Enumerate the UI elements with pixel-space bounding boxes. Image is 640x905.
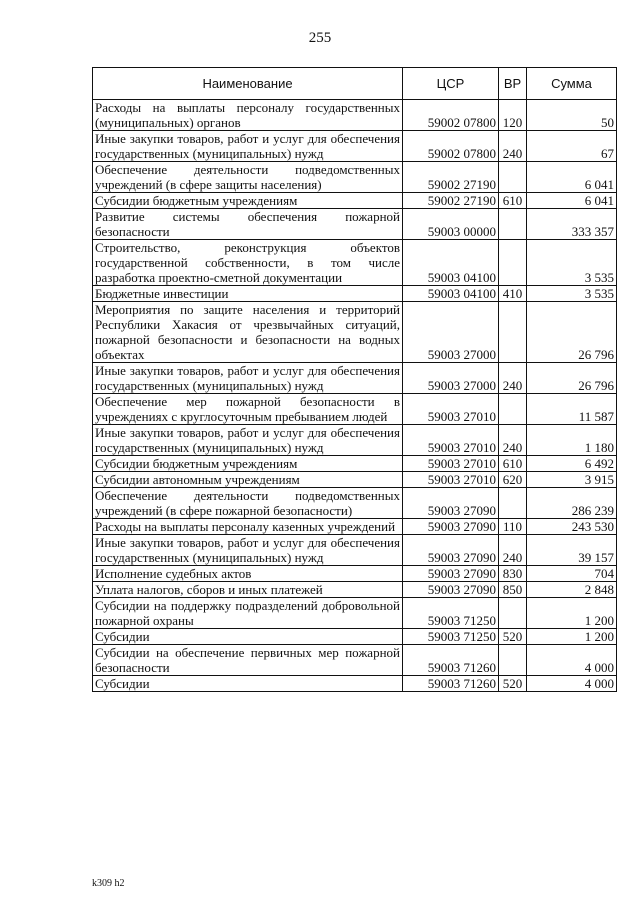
table-row <box>93 162 617 193</box>
cell-vr: 610 <box>499 456 527 472</box>
cell-vr <box>499 302 527 363</box>
cell-csr: 59003 04100 <box>403 240 499 286</box>
table-row <box>93 582 617 598</box>
cell-sum: 704 <box>527 566 617 582</box>
table-row <box>93 456 617 472</box>
cell-vr <box>499 598 527 629</box>
cell-sum: 4 000 <box>527 645 617 676</box>
table-row <box>93 363 617 394</box>
cell-sum: 3 535 <box>527 286 617 302</box>
table-row <box>93 472 617 488</box>
cell-csr: 59002 07800 <box>403 131 499 162</box>
cell-csr: 59003 27090 <box>403 519 499 535</box>
cell-csr: 59003 04100 <box>403 286 499 302</box>
cell-sum: 6 492 <box>527 456 617 472</box>
cell-vr: 520 <box>499 676 527 692</box>
cell-name: Обеспечение деятельности подведомственных учреждений (в сфере защиты населения) <box>93 162 403 193</box>
table-row <box>93 131 617 162</box>
cell-vr: 850 <box>499 582 527 598</box>
cell-csr: 59003 27090 <box>403 582 499 598</box>
cell-vr <box>499 394 527 425</box>
cell-vr <box>499 209 527 240</box>
cell-name: Обеспечение деятельности подведомственных учреждений (в сфере пожарной безопасности) <box>93 488 403 519</box>
table-row <box>93 240 617 286</box>
table-row <box>93 488 617 519</box>
cell-name: Иные закупки товаров, работ и услуг для обеспечения государственных (муниципальных) нужд <box>93 131 403 162</box>
cell-csr: 59003 71260 <box>403 676 499 692</box>
page-number: 255 <box>308 30 332 46</box>
cell-sum: 243 530 <box>527 519 617 535</box>
cell-csr: 59003 27000 <box>403 302 499 363</box>
cell-csr: 59003 27090 <box>403 488 499 519</box>
cell-csr: 59003 71250 <box>403 598 499 629</box>
header-csr: ЦСР <box>403 68 499 100</box>
cell-sum: 26 796 <box>527 363 617 394</box>
cell-csr: 59003 00000 <box>403 209 499 240</box>
header-name: Наименование <box>93 68 403 100</box>
cell-sum: 11 587 <box>527 394 617 425</box>
cell-sum: 3 535 <box>527 240 617 286</box>
cell-sum: 1 180 <box>527 425 617 456</box>
cell-sum: 4 000 <box>527 676 617 692</box>
table-row <box>93 676 617 692</box>
cell-name: Строительство, реконструкция объектов государственной собственности, в том числе разработка проектно-сметной документации <box>93 240 403 286</box>
cell-csr: 59003 27010 <box>403 425 499 456</box>
cell-name: Иные закупки товаров, работ и услуг для обеспечения государственных (муниципальных) нужд <box>93 363 403 394</box>
cell-vr: 620 <box>499 472 527 488</box>
table-row <box>93 286 617 302</box>
table-header-row <box>93 68 617 100</box>
cell-vr: 240 <box>499 131 527 162</box>
cell-sum: 333 357 <box>527 209 617 240</box>
cell-name: Субсидии <box>93 676 403 692</box>
table-row <box>93 193 617 209</box>
cell-sum: 50 <box>527 100 617 131</box>
cell-name: Уплата налогов, сборов и иных платежей <box>93 582 403 598</box>
cell-csr: 59003 27090 <box>403 535 499 566</box>
table-row <box>93 394 617 425</box>
cell-name: Исполнение судебных актов <box>93 566 403 582</box>
cell-csr: 59003 27010 <box>403 472 499 488</box>
table-row <box>93 598 617 629</box>
cell-sum: 6 041 <box>527 193 617 209</box>
cell-sum: 6 041 <box>527 162 617 193</box>
cell-vr: 120 <box>499 100 527 131</box>
cell-name: Субсидии на обеспечение первичных мер пожарной безопасности <box>93 645 403 676</box>
cell-name: Бюджетные инвестиции <box>93 286 403 302</box>
cell-sum: 1 200 <box>527 629 617 645</box>
cell-vr: 610 <box>499 193 527 209</box>
cell-vr: 240 <box>499 425 527 456</box>
cell-sum: 1 200 <box>527 598 617 629</box>
cell-name: Мероприятия по защите населения и территорий Республики Хакасия от чрезвычайных ситуаций, пожарной безопасности и безопасности на водных объектах <box>93 302 403 363</box>
cell-vr <box>499 645 527 676</box>
cell-csr: 59003 27010 <box>403 456 499 472</box>
cell-csr: 59003 71250 <box>403 629 499 645</box>
cell-sum: 286 239 <box>527 488 617 519</box>
cell-name: Субсидии автономным учреждениям <box>93 472 403 488</box>
table-row <box>93 566 617 582</box>
cell-csr: 59002 27190 <box>403 162 499 193</box>
cell-csr: 59003 27090 <box>403 566 499 582</box>
cell-vr <box>499 240 527 286</box>
cell-csr: 59003 71260 <box>403 645 499 676</box>
cell-sum: 39 157 <box>527 535 617 566</box>
cell-vr: 240 <box>499 363 527 394</box>
footer-code: k309 h2 <box>92 878 125 889</box>
cell-vr: 110 <box>499 519 527 535</box>
cell-name: Субсидии <box>93 629 403 645</box>
cell-name: Иные закупки товаров, работ и услуг для обеспечения государственных (муниципальных) нужд <box>93 425 403 456</box>
table-body <box>93 100 617 692</box>
cell-name: Развитие системы обеспечения пожарной безопасности <box>93 209 403 240</box>
table-row <box>93 209 617 240</box>
table-row <box>93 100 617 131</box>
cell-sum: 26 796 <box>527 302 617 363</box>
table-row <box>93 425 617 456</box>
cell-csr: 59003 27010 <box>403 394 499 425</box>
cell-name: Расходы на выплаты персоналу государственных (муниципальных) органов <box>93 100 403 131</box>
cell-name: Субсидии бюджетным учреждениям <box>93 193 403 209</box>
table-row <box>93 629 617 645</box>
cell-vr: 830 <box>499 566 527 582</box>
cell-vr: 520 <box>499 629 527 645</box>
cell-csr: 59002 07800 <box>403 100 499 131</box>
cell-vr: 410 <box>499 286 527 302</box>
table-row <box>93 519 617 535</box>
cell-name: Субсидии на поддержку подразделений добровольной пожарной охраны <box>93 598 403 629</box>
cell-vr <box>499 488 527 519</box>
cell-name: Расходы на выплаты персоналу казенных учреждений <box>93 519 403 535</box>
cell-sum: 67 <box>527 131 617 162</box>
budget-table <box>92 67 617 692</box>
cell-name: Субсидии бюджетным учреждениям <box>93 456 403 472</box>
header-vr: ВР <box>499 68 527 100</box>
cell-sum: 2 848 <box>527 582 617 598</box>
cell-sum: 3 915 <box>527 472 617 488</box>
cell-name: Обеспечение мер пожарной безопасности в учреждениях с круглосуточным пребыванием людей <box>93 394 403 425</box>
cell-name: Иные закупки товаров, работ и услуг для обеспечения государственных (муниципальных) нужд <box>93 535 403 566</box>
table-row <box>93 645 617 676</box>
header-sum: Сумма <box>527 68 617 100</box>
table-row <box>93 302 617 363</box>
table-row <box>93 535 617 566</box>
cell-vr: 240 <box>499 535 527 566</box>
cell-csr: 59002 27190 <box>403 193 499 209</box>
cell-vr <box>499 162 527 193</box>
cell-csr: 59003 27000 <box>403 363 499 394</box>
